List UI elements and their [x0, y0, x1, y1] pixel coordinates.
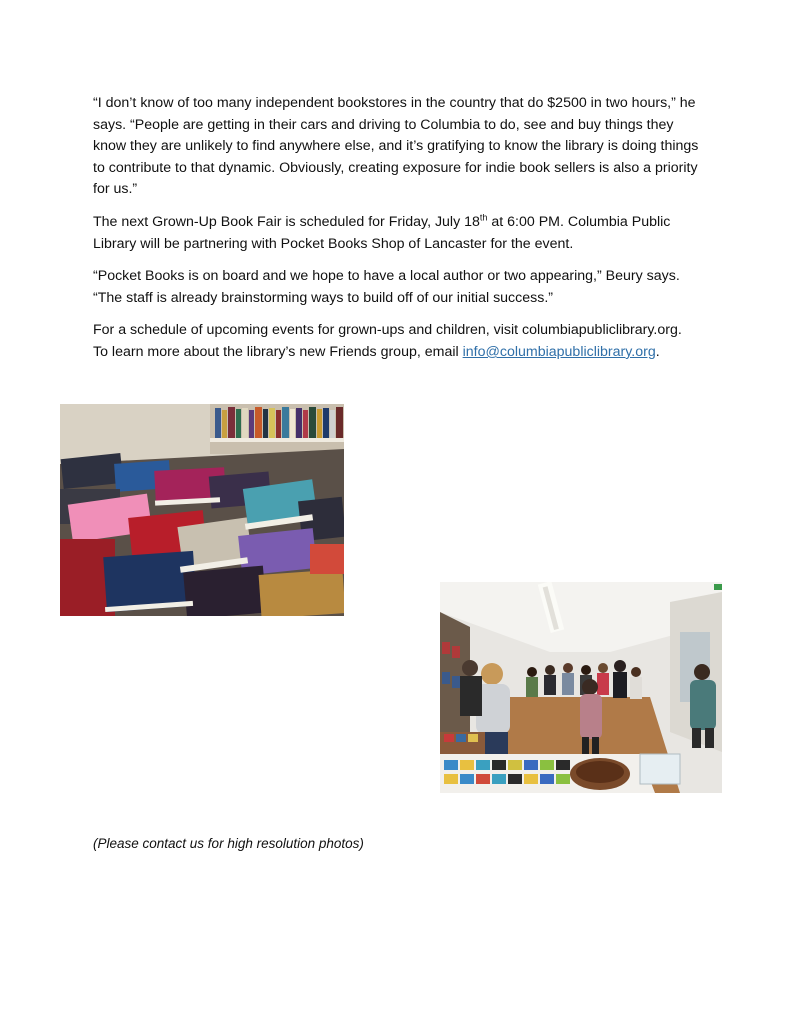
- book-fair-paragraph: [93, 212, 705, 255]
- contact-paragraph: [93, 320, 705, 363]
- photo-caption: (Please contact us for high resolution photos): [93, 836, 364, 851]
- friends-line-suffix: .: [655, 343, 660, 360]
- book-fair-crowd-photo: [440, 582, 722, 793]
- book-display-photo: [60, 404, 344, 616]
- book-fair-text-end: at 6:00 PM. Columbia Public Library will be partnering with Pocket Books Shop of Lancaster for the event.: [93, 213, 671, 252]
- book-display-image: [60, 404, 344, 616]
- schedule-line: For a schedule of upcoming events for grown-ups and children, visit columbiapubliclibrary.org.: [93, 322, 682, 339]
- quote-paragraph: “I don’t know of too many independent bookstores in the country that do $2500 in two hours,” he says. “People are getting in their cars and driving to Columbia to do, see and buy things they know they are unlikely to find anywhere else, and it’s gratifying to know the library is doing things to contribute to that dynamic. Obviously, creating exposure for indie book sellers is also a priority for us.”: [93, 95, 699, 198]
- email-link[interactable]: info@columbiapubliclibrary.org: [462, 343, 656, 360]
- book-fair-crowd-image: [440, 582, 722, 793]
- ordinal-suffix: th: [479, 212, 488, 223]
- book-fair-text-start: The next Grown-Up Book Fair is scheduled for Friday, July 18: [93, 213, 480, 230]
- friends-line-prefix: To learn more about the library’s new Friends group, email: [93, 343, 463, 360]
- article-text: [93, 93, 705, 375]
- pocket-books-paragraph: “Pocket Books is on board and we hope to have a local author or two appearing,” Beury says. “The staff is already brainstorming ways to build off of our initial success.”: [93, 268, 680, 306]
